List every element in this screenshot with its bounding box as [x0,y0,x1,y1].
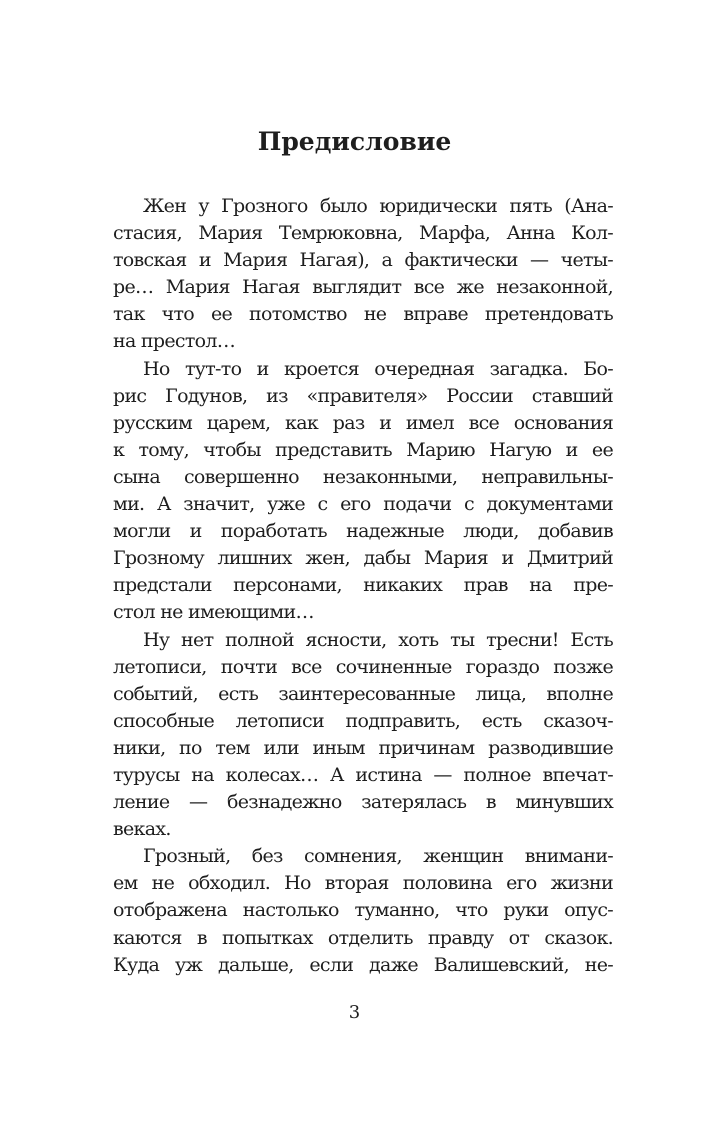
text-line: Куда уж дальше, если даже Валишевский, не- [113,953,613,976]
text-line: событий, есть заинтересованные лица, вполне [113,682,613,705]
text-line: Но тут-то и кроется очередная загадка. Бо- [143,357,613,380]
text-line: Ну нет полной ясности, хоть ты тресни! Есть [143,628,613,651]
text-line: товская и Мария Нагая), а фактически — четы- [113,249,613,272]
text-line: предстали персонами, никаких прав на пре- [113,574,613,597]
text-line: каются в попытках отделить правду от сказок. [113,926,613,949]
text-line: рис Годунов, из «правителя» России ставший [113,384,613,407]
text-line: ление — безнадежно затерялась в минувших [113,791,613,814]
text-line: веках. [113,818,171,841]
text-line: русским царем, как раз и имел все основания [113,411,613,434]
text-line: турусы на колесах… А истина — полное впечат- [113,763,613,786]
text-line: способные летописи подправить, есть сказоч- [113,709,613,732]
text-line: ем не обходил. Но вторая половина его жизни [113,872,613,895]
text-line: ники, по тем или иным причинам разводившие [113,736,613,759]
text-line: ми. А значит, уже с его подачи с документами [113,493,613,516]
text-line: летописи, почти все сочиненные гораздо позже [113,655,613,678]
page-title: Предисловие [257,127,452,156]
text-line: отображена настолько туманно, что руки опус- [113,899,613,922]
text-line: стасия, Мария Темрюковна, Марфа, Анна Кол- [113,222,613,245]
text-line: ре… Мария Нагая выглядит все же незаконной, [113,276,613,299]
text-line: на престол… [113,330,236,353]
body-text [113,193,613,979]
text-line: Жен у Грозного было юридически пять (Ана- [143,195,613,217]
text-line: Грозный, без сомнения, женщин внимани- [143,845,613,868]
text-line: Грозному лишних жен, дабы Мария и Дмитрий [113,547,613,570]
page-number: 3 [348,1002,361,1023]
text-line: могли и поработать надежные люди, добавив [113,520,613,543]
text-line: сына совершенно незаконными, неправильны- [113,465,613,488]
text-line: к тому, чтобы представить Марию Нагую и ее [113,438,613,461]
text-line: стол не имеющими… [113,601,314,624]
text-line: так что ее потомство не вправе претендовать [113,303,613,326]
